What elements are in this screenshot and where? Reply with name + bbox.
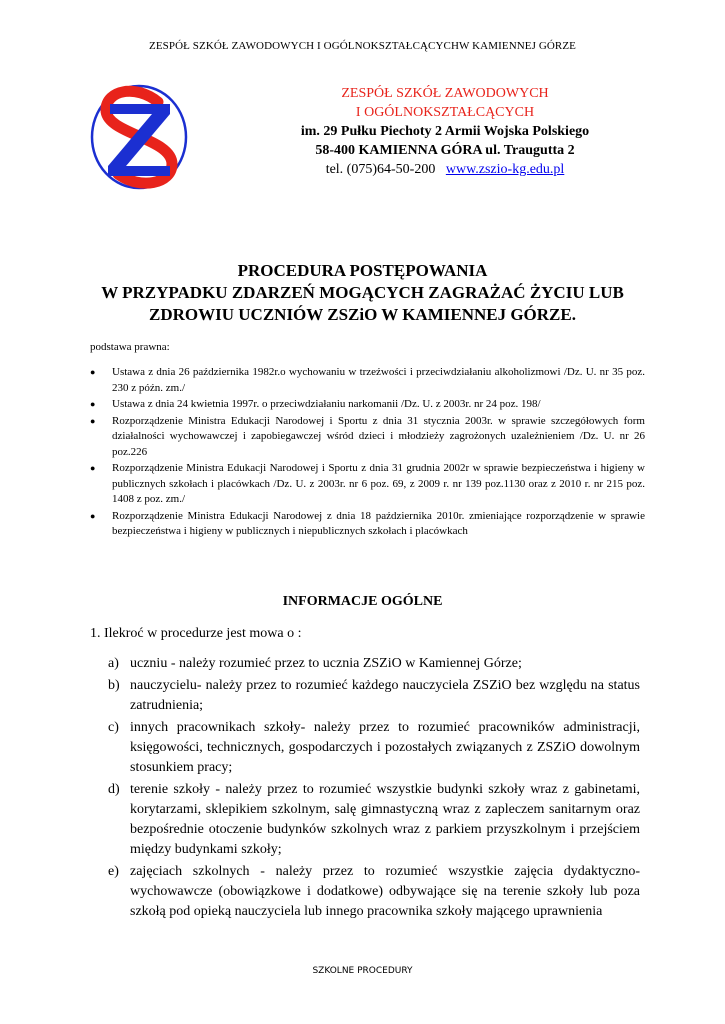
definition-text: nauczycielu- należy przez to rozumieć każdego nauczyciela ZSZiO bez względu na status zatrudnienia; — [130, 678, 640, 713]
logo-blue-z — [108, 104, 170, 176]
bullet-icon: ● — [90, 510, 96, 521]
legal-basis-item: ● Rozporządzenie Ministra Edukacji Narodowej i Sportu z dnia 31 stycznia 2003r. w sprawie szczegółowych form działalności wychowawczej i zapobiegawczej wśród dzieci i młodzieży zagrożonych uzależnieniem /Dz. U. nr 26 poz.226 — [90, 414, 645, 458]
definition-marker: e) — [108, 864, 119, 879]
school-patron: im. 29 Pułku Piechoty 2 Armii Wojska Polskiego — [300, 124, 590, 139]
school-address: 58-400 KAMIENNA GÓRA ul. Traugutta 2 — [315, 143, 575, 158]
legal-basis-label: podstawa prawna: — [90, 341, 170, 353]
school-contact — [230, 160, 660, 179]
definition-text: uczniu - należy rozumieć przez to ucznia ZSZiO w Kamiennej Górze; — [130, 656, 522, 671]
definition-item — [90, 676, 640, 716]
legal-basis-item: ● Rozporządzenie Ministra Edukacji Narodowej i Sportu z dnia 31 grudnia 2002r w sprawie bezpieczeństwa i higieny w publicznych szkołach i placówkach /Dz. U. z 2003r. nr 6 poz. 69, z 2009 r. nr 139 poz.1130 oraz z 2010 r. nr 215 poz. 1408 z poz. zm./ — [90, 462, 645, 505]
definition-item — [90, 780, 640, 860]
bullet-icon: ● — [90, 399, 96, 409]
legal-basis-item: ● Ustawa z dnia 26 października 1982r.o wychowaniu w trzeźwości i przeciwdziałaniu alkoholizmowi /Dz. U. nr 35 poz. 230 z późn. zm./ — [90, 366, 645, 394]
bullet-icon: ● — [90, 415, 96, 426]
school-logo — [86, 80, 192, 194]
section-intro: 1. Ilekroć w procedurze jest mowa o : — [90, 626, 302, 641]
definition-text: terenie szkoły - należy przez to rozumieć wszystkie budynki szkoły wraz z gabinetami, korytarzami, sklepikiem szkolnym, salę gimnastyczną wraz z zapleczem sanitarnym oraz bezpośrednie otoczenie budynków szkolnych wraz z parkiem przyszkolnym i przejściem między budynkami szkoły; — [130, 782, 640, 857]
legal-basis-list — [90, 365, 645, 541]
definition-item — [90, 862, 640, 922]
title-line3: ZDROWIU UCZNIÓW ZSZiO W KAMIENNEJ GÓRZE. — [149, 305, 576, 324]
school-phone: tel. (075)64-50-200 — [325, 162, 436, 177]
running-header: ZESPÓŁ SZKÓŁ ZAWODOWYCH I OGÓLNOKSZTAŁCĄCYCHW KAMIENNEJ GÓRZE — [149, 40, 576, 52]
definitions-list — [90, 654, 640, 924]
bullet-icon: ● — [90, 367, 96, 377]
legal-basis-item: ● Ustawa z dnia 24 kwietnia 1997r. o przeciwdziałaniu narkomanii /Dz. U. z 2003r. nr 24 poz. 198/ — [90, 397, 645, 413]
legal-basis-item: ● Rozporządzenie Ministra Edukacji Narodowej z dnia 18 października 2010r. zmieniające rozporządzenie w sprawie bezpieczeństwa i higieny w publicznych i niepublicznych szkołach i placówkach — [90, 509, 645, 537]
definition-marker: a) — [108, 656, 119, 671]
section-title: INFORMACJE OGÓLNE — [282, 594, 443, 609]
definition-text: zajęciach szkolnych - należy przez to rozumieć wszystkie zajęcia dydaktyczno-wychowawcze (obowiązkowe i dodatkowe) odbywające się na terenie szkoły lub poza szkołą pod opieką nauczyciela lub innego pracownika szkoły mającego uprawnienia — [130, 864, 640, 919]
definition-marker: b) — [108, 678, 120, 693]
definition-marker: d) — [108, 782, 120, 797]
school-info — [230, 84, 660, 179]
definition-item — [90, 654, 640, 674]
definition-text: innych pracownikach szkoły- należy przez to rozumieć pracowników administracji, księgowości, technicznych, gospodarczych i pozostałych związanych z ZSZiO dowolnym stosunkiem pracy; — [130, 720, 640, 775]
title-line1: PROCEDURA POSTĘPOWANIA — [237, 261, 488, 280]
bullet-icon: ● — [90, 463, 96, 473]
running-footer: SZKOLNE PROCEDURY — [312, 966, 413, 976]
school-website-link[interactable]: www.zszio-kg.edu.pl — [445, 162, 565, 177]
school-name-line1: ZESPÓŁ SZKÓŁ ZAWODOWYCH — [341, 86, 549, 101]
definition-marker: c) — [108, 720, 119, 735]
definition-item — [90, 718, 640, 778]
document-title — [0, 260, 725, 326]
title-line2: W PRZYPADKU ZDARZEŃ MOGĄCYCH ZAGRAŻAĆ ŻYCIU LUB — [101, 283, 624, 302]
school-name-line2: I OGÓLNOKSZTAŁCĄCYCH — [355, 105, 535, 120]
